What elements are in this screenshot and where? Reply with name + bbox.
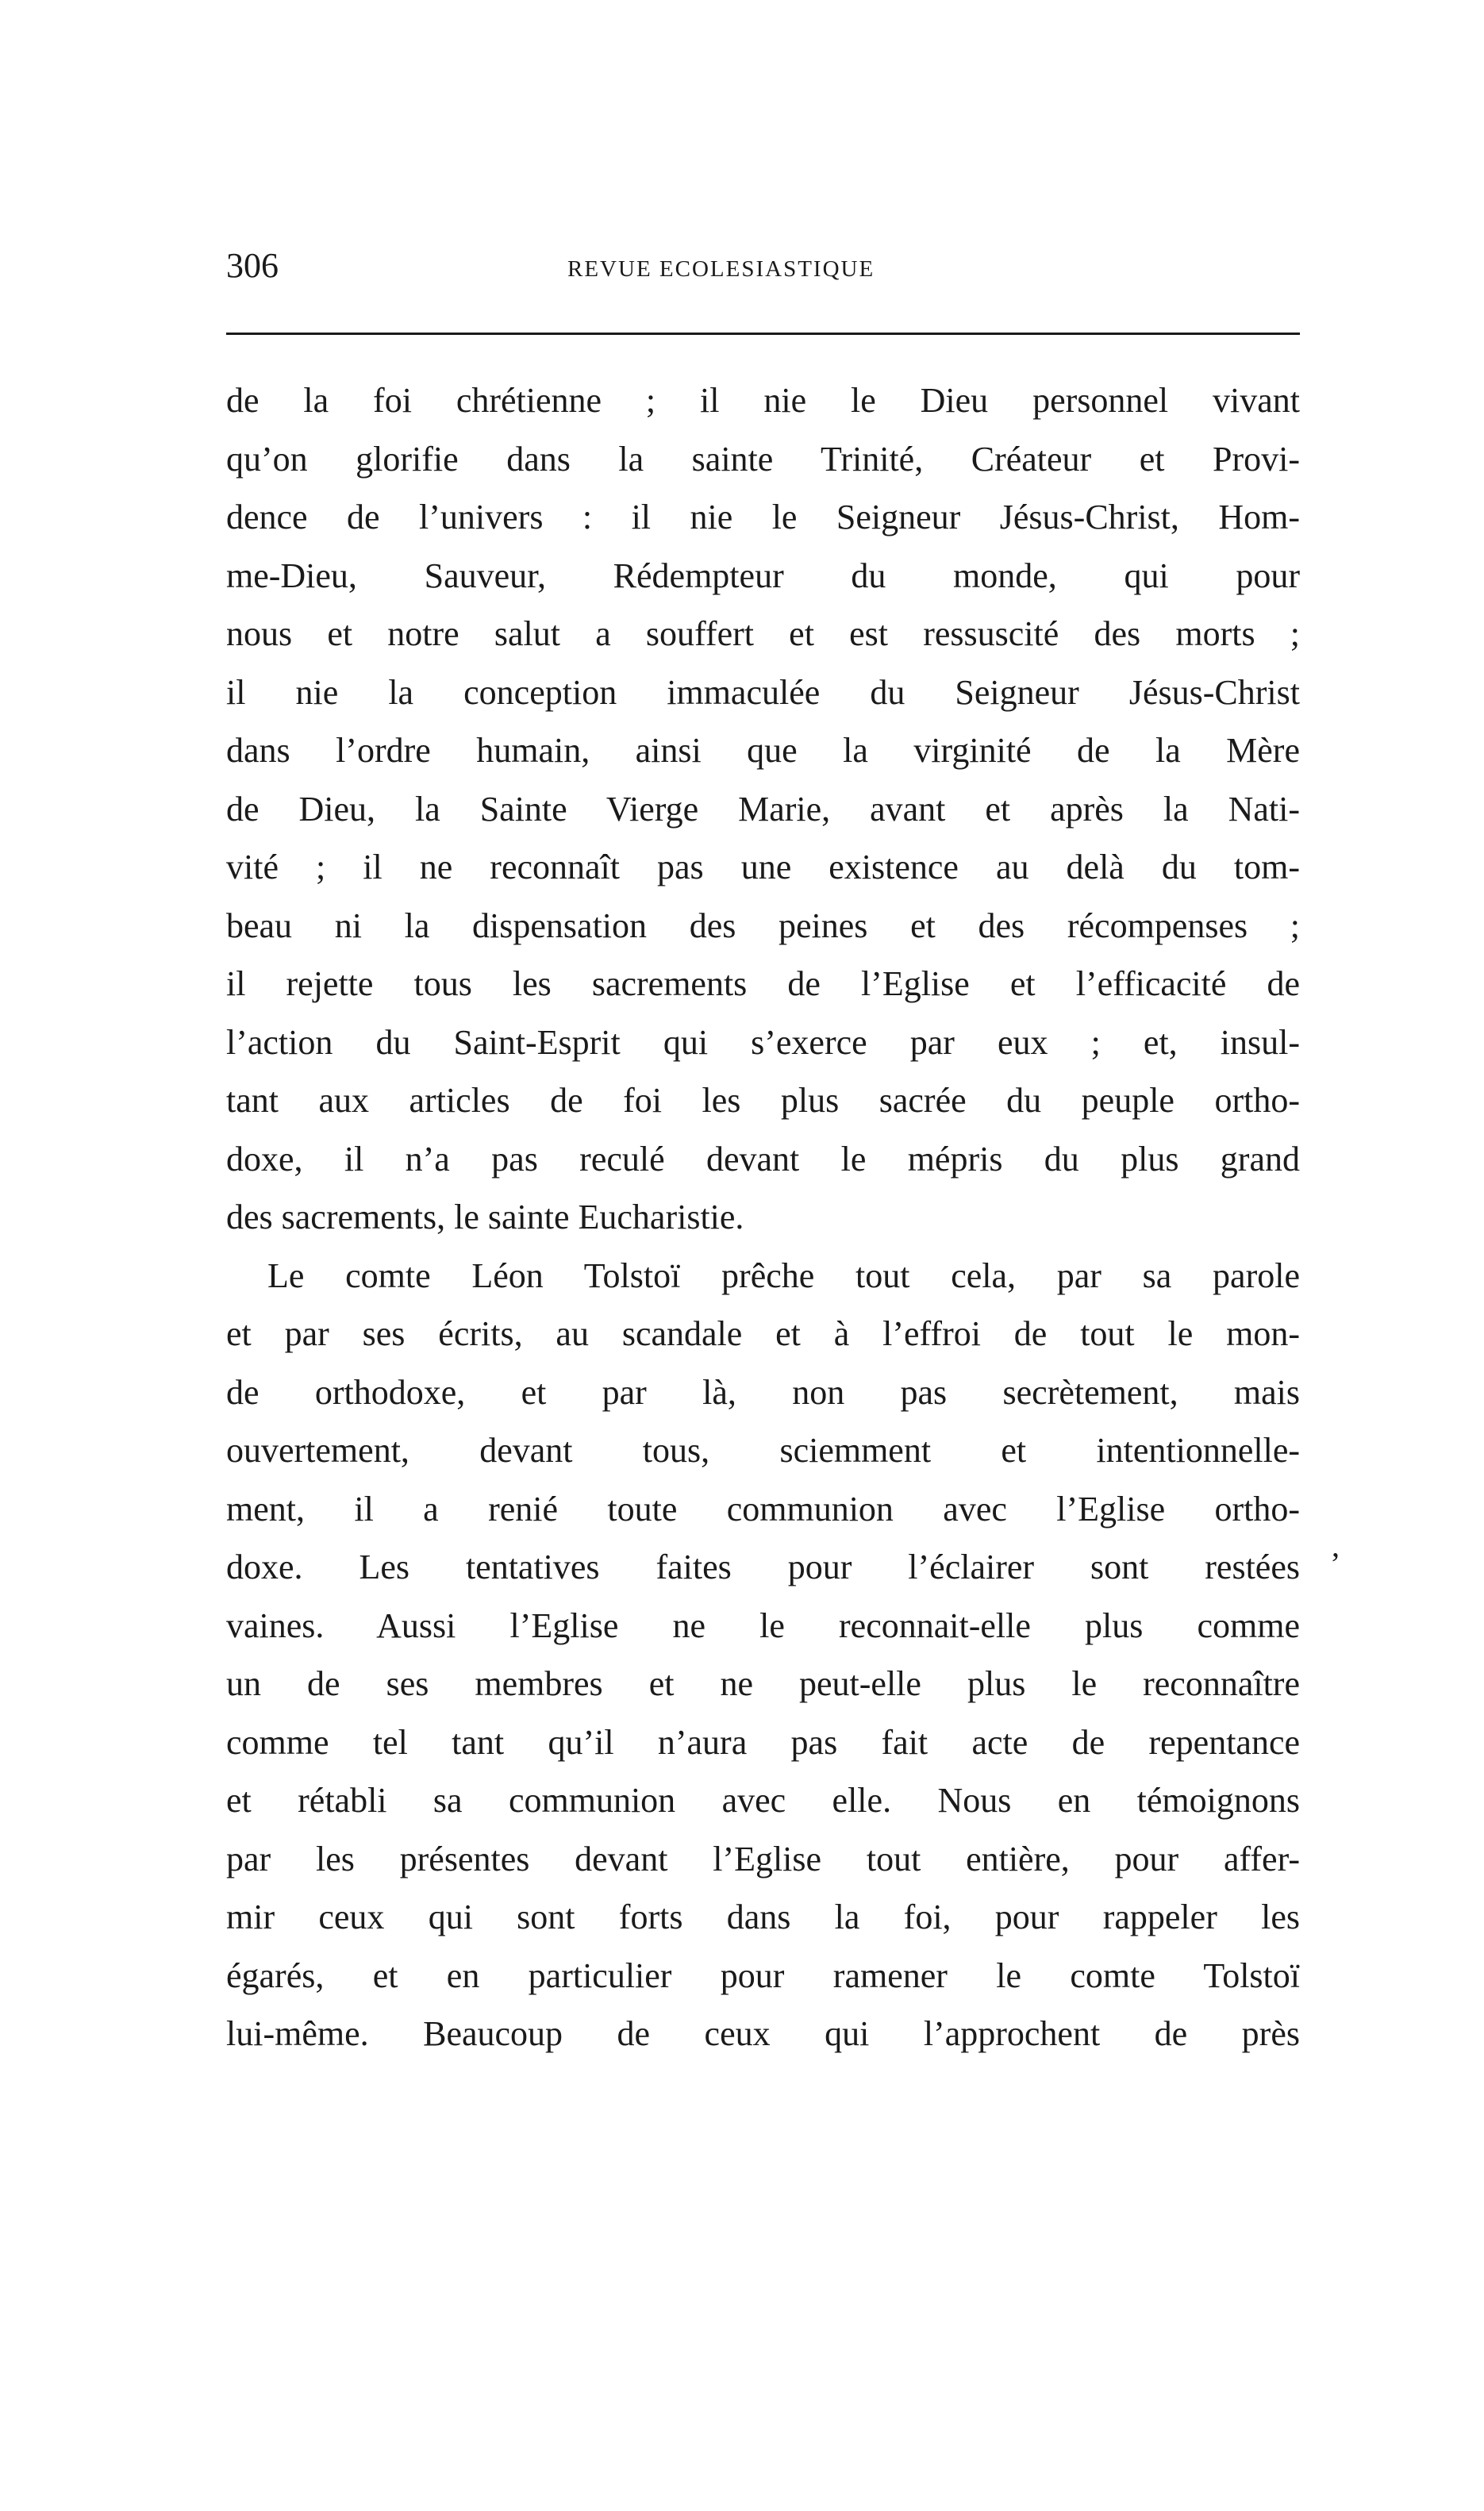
text-line: ment, il a renié toute communion avec l’Eglise ortho- — [226, 1489, 1300, 1529]
text-line: égarés, et en particulier pour ramener le comte Tolstoï — [226, 1955, 1300, 1995]
text-line: Le comte Léon Tolstoï prêche tout cela, par sa parole — [267, 1256, 1300, 1295]
text-line: me-Dieu, Sauveur, Rédempteur du monde, qui pour — [226, 556, 1300, 595]
header-rule — [226, 333, 1300, 335]
text-line: lui-même. Beaucoup de ceux qui l’approchent de près — [226, 2014, 1300, 2053]
text-line: des sacrements, le sainte Eucharistie. — [226, 1198, 744, 1236]
margin-mark: , — [1332, 1528, 1340, 1563]
text-line: nous et notre salut a souffert et est ressuscité des morts ; — [226, 614, 1300, 653]
text-line: de Dieu, la Sainte Vierge Marie, avant et après la Nati- — [226, 789, 1300, 829]
text-line: et rétabli sa communion avec elle. Nous en témoignons — [226, 1781, 1300, 1820]
text-line: il nie la conception immaculée du Seigneur Jésus-Christ — [226, 672, 1300, 712]
text-line: ouvertement, devant tous, sciemment et intentionnelle- — [226, 1431, 1300, 1470]
text-line: vité ; il ne reconnaît pas une existence au delà du tom- — [226, 848, 1300, 886]
text-line: comme tel tant qu’il n’aura pas fait acte de repentance — [226, 1722, 1300, 1762]
text-line: doxe. Les tentatives faites pour l’éclairer sont restées — [226, 1548, 1300, 1586]
page-header — [226, 242, 1300, 290]
text-line: mir ceux qui sont forts dans la foi, pour rappeler les — [226, 1898, 1300, 1936]
text-line: qu’on glorifie dans la sainte Trinité, Créateur et Provi- — [226, 439, 1300, 479]
text-line: dence de l’univers : il nie le Seigneur Jésus-Christ, Hom- — [226, 498, 1300, 536]
text-line: et par ses écrits, au scandale et à l’effroi de tout le mon- — [226, 1314, 1300, 1353]
text-line: par les présentes devant l’Eglise tout entière, pour affer- — [226, 1839, 1300, 1878]
text-line: il rejette tous les sacrements de l’Eglise et l’efficacité de — [226, 964, 1300, 1003]
paragraph-2 — [226, 1247, 1300, 2063]
paragraph-1 — [226, 371, 1300, 1247]
text-line: tant aux articles de foi les plus sacrée du peuple ortho- — [226, 1081, 1300, 1120]
text-line: de orthodoxe, et par là, non pas secrètement, mais — [226, 1372, 1300, 1412]
text-line: dans l’ordre humain, ainsi que la virginité de la Mère — [226, 731, 1300, 770]
text-line: doxe, il n’a pas reculé devant le mépris du plus grand — [226, 1139, 1300, 1179]
text-line: un de ses membres et ne peut-elle plus le reconnaître — [226, 1664, 1300, 1703]
body-text — [226, 371, 1300, 2063]
text-line: de la foi chrétienne ; il nie le Dieu personnel vivant — [226, 381, 1300, 420]
text-line: l’action du Saint-Esprit qui s’exerce par eux ; et, insul- — [226, 1022, 1300, 1062]
page-number: 306 — [226, 246, 279, 285]
text-line: vaines. Aussi l’Eglise ne le reconnait-elle plus comme — [226, 1605, 1300, 1645]
text-line: beau ni la dispensation des peines et des récompenses ; — [226, 906, 1300, 945]
running-title: REVUE ECOLESIASTIQUE — [567, 256, 875, 282]
